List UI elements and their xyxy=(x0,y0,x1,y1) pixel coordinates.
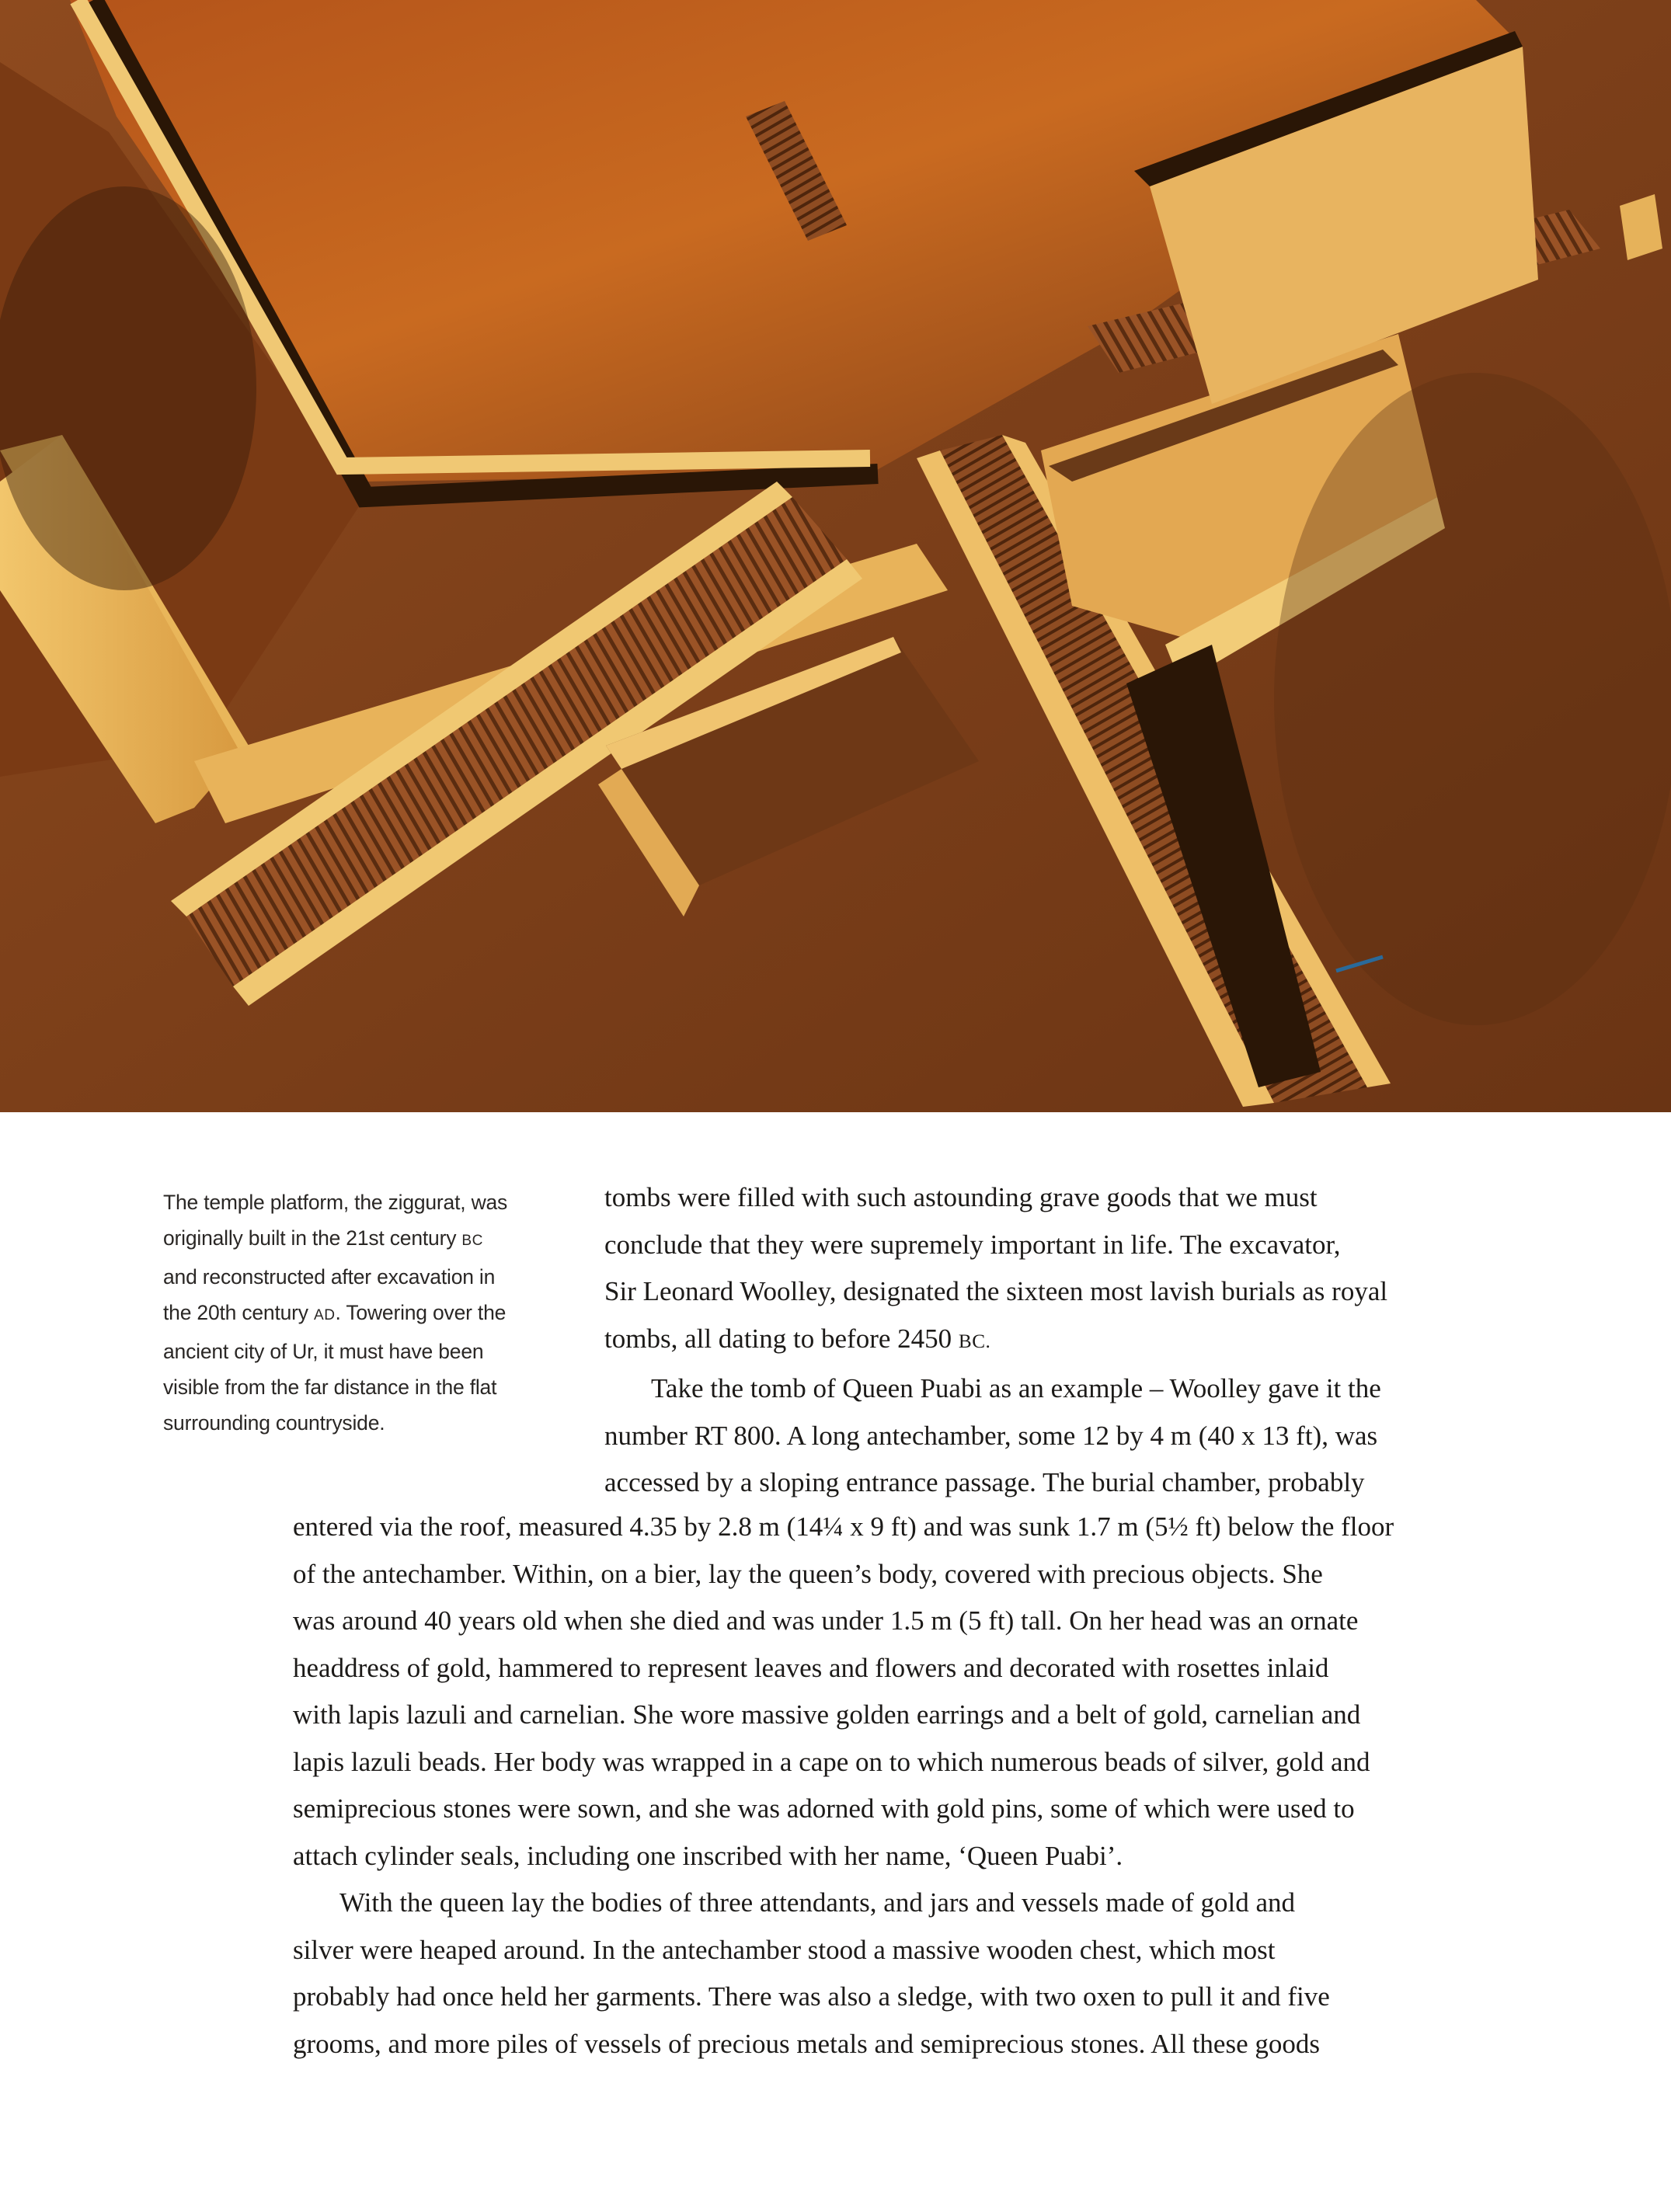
paragraph-start: Take the tomb of Queen Puabi as an example – Woolley gave it the xyxy=(651,1373,1381,1403)
body-line: Sir Leonard Woolley, designated the sixteen most lavish burials as royal xyxy=(604,1276,1388,1306)
body-line: probably had once held her garments. There was also a sledge, with two oxen to pull it and five xyxy=(293,1981,1330,2012)
era-bc: BC xyxy=(461,1233,483,1249)
era-ad: AD xyxy=(314,1307,336,1323)
body-line: silver were heaped around. In the antechamber stood a massive wooden chest, which most xyxy=(293,1934,1276,1965)
caption-line: ancient city of Ur, it must have been xyxy=(163,1340,484,1363)
body-line: entered via the roof, measured 4.35 by 2.8 m (14¼ x 9 ft) and was sunk 1.7 m (5½ ft) below the floor xyxy=(293,1511,1394,1542)
era-bc: BC. xyxy=(958,1330,991,1352)
body-line: was around 40 years old when she died and was under 1.5 m (5 ft) tall. On her head was an ornate xyxy=(293,1605,1359,1636)
paragraph-start: With the queen lay the bodies of three attendants, and jars and vessels made of gold and xyxy=(339,1887,1296,1918)
caption-line: surrounding countryside. xyxy=(163,1411,385,1435)
body-line: semiprecious stones were sown, and she was adorned with gold pins, some of which were used to xyxy=(293,1793,1355,1824)
body-line: headdress of gold, hammered to represent leaves and flowers and decorated with rosettes inlaid xyxy=(293,1652,1329,1683)
photo-caption xyxy=(163,1184,552,1441)
body-line: grooms, and more piles of vessels of precious metals and semiprecious stones. All these goods xyxy=(293,2028,1320,2059)
caption-line: visible from the far distance in the flat xyxy=(163,1376,497,1399)
caption-line: and reconstructed after excavation in xyxy=(163,1265,496,1289)
body-line: with lapis lazuli and carnelian. She wore massive golden earrings and a belt of gold, carnelian and xyxy=(293,1699,1361,1730)
body-text-wide xyxy=(293,1504,1536,2068)
body-line: number RT 800. A long antechamber, some 12 by 4 m (40 x 13 ft), was xyxy=(604,1420,1378,1451)
caption-line: originally built in the 21st century BC xyxy=(163,1226,483,1250)
body-line: tombs were filled with such astounding grave goods that we must xyxy=(604,1182,1318,1212)
body-line: attach cylinder seals, including one inscribed with her name, ‘Queen Puabi’. xyxy=(293,1840,1123,1871)
body-line: of the antechamber. Within, on a bier, lay the queen’s body, covered with precious objects. She xyxy=(293,1558,1323,1589)
body-line: accessed by a sloping entrance passage. The burial chamber, probably xyxy=(604,1467,1365,1497)
body-line: conclude that they were supremely important in life. The excavator, xyxy=(604,1229,1341,1260)
caption-line: the 20th century AD. Towering over the xyxy=(163,1301,507,1324)
body-line: lapis lazuli beads. Her body was wrapped in a cape on to which numerous beads of silver, gold and xyxy=(293,1746,1370,1777)
body-line: tombs, all dating to before 2450 BC. xyxy=(604,1323,991,1354)
caption-line: The temple platform, the ziggurat, was xyxy=(163,1191,508,1214)
body-text-narrow xyxy=(604,1174,1513,1507)
